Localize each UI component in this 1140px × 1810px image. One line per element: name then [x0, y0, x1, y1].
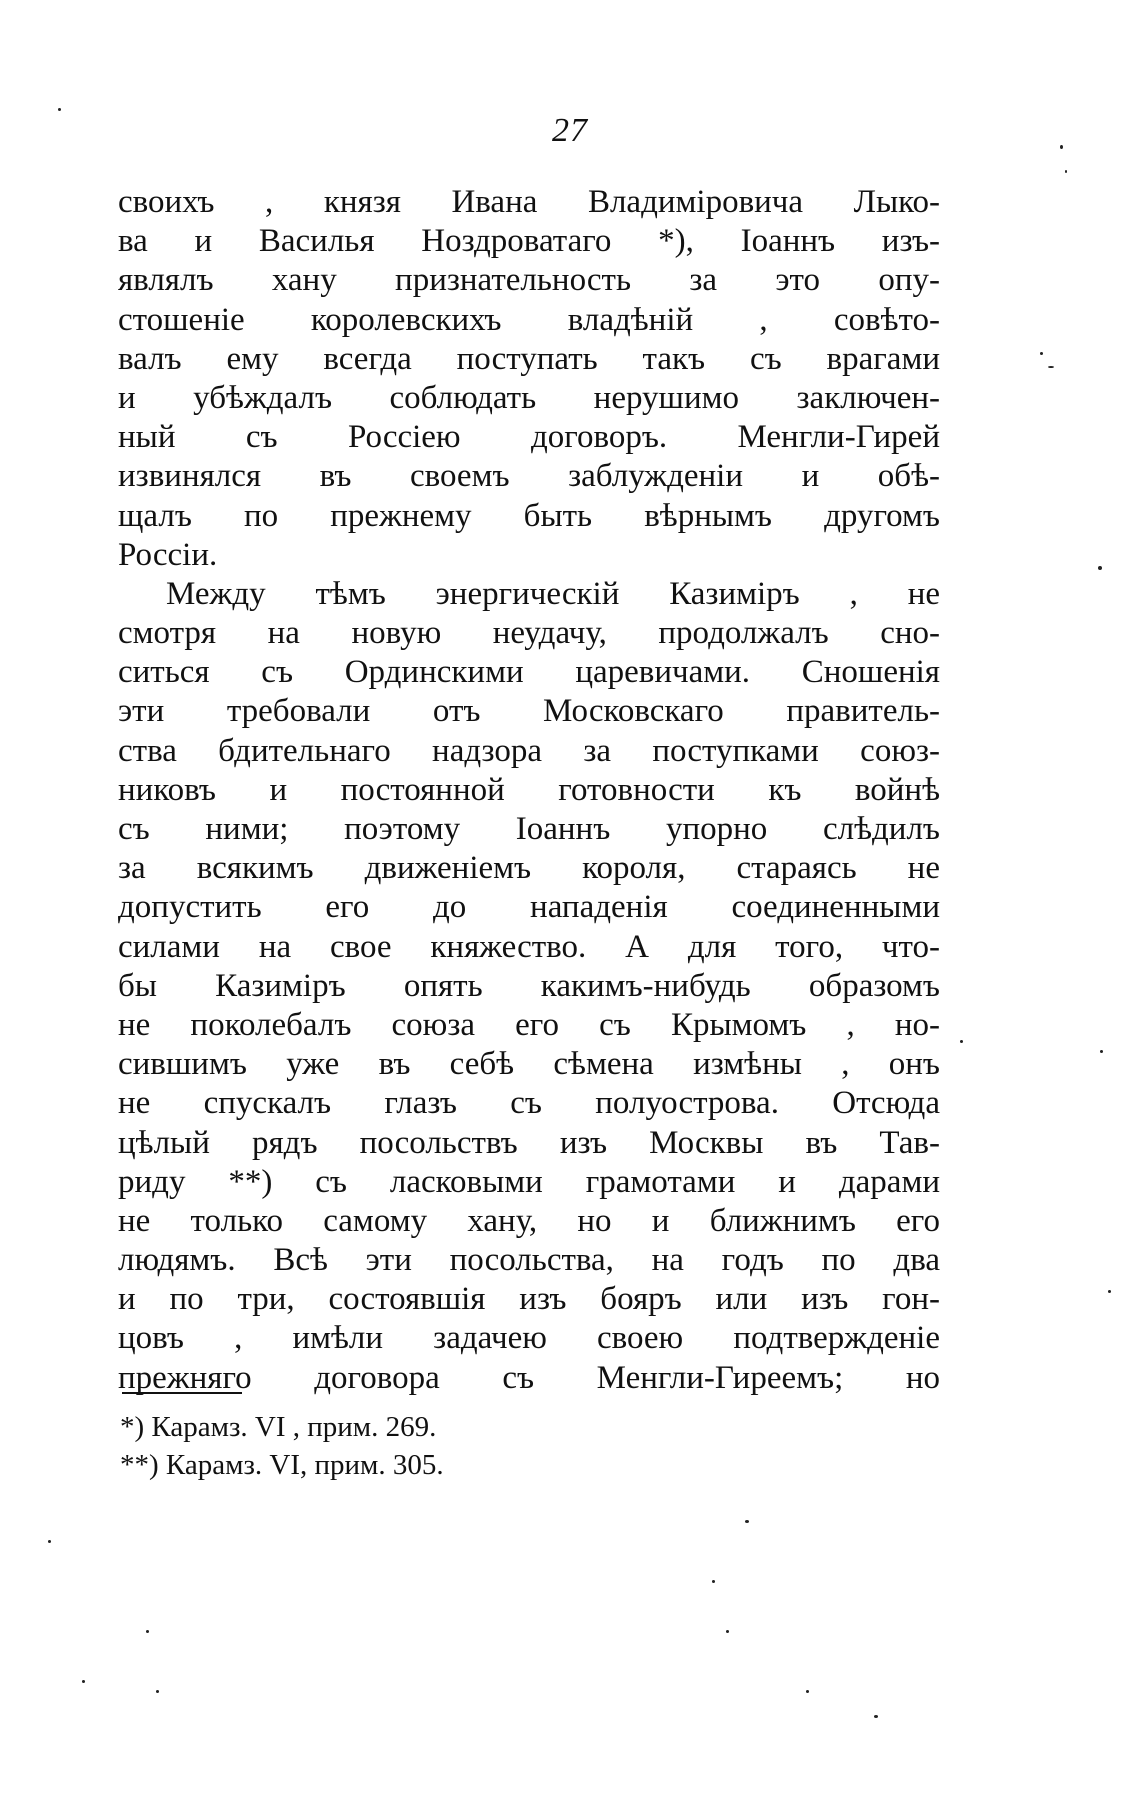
text-line: и по три, состоявшiя изъ бояръ или изъ гон- [118, 1281, 940, 1318]
footnotes [120, 1408, 444, 1484]
paragraph-start-line: Между тѣмъ энергическiй Казимiръ , не [166, 575, 940, 612]
text-line: являлъ хану признательность за это опу- [118, 262, 940, 299]
text-line: стошенiе королевскихъ владѣнiй , совѣто- [118, 301, 940, 338]
text-line: смотря на новую неудачу, продолжалъ сно- [118, 615, 940, 652]
text-line: не спускалъ глазъ съ полуострова. Отсюда [118, 1085, 940, 1122]
text-line: за всякимъ движенiемъ короля, стараясь не [118, 850, 940, 887]
scan-speck [745, 1520, 749, 1523]
scan-speck [82, 1680, 85, 1683]
scan-speck [1060, 145, 1063, 149]
scan-speck [960, 1040, 963, 1043]
scan-speck [1048, 366, 1054, 368]
scan-speck [1065, 170, 1067, 173]
text-line: ства бдительнаго надзора за поступками союз- [118, 732, 940, 769]
text-line: прежняго договора съ Менгли-Гиреемъ; но [118, 1359, 940, 1396]
scan-speck [48, 1540, 51, 1543]
scan-speck [712, 1580, 715, 1583]
text-line: эти требовали отъ Московскаго правитель- [118, 693, 940, 730]
text-line: извинялся въ своемъ заблужденiи и обѣ- [118, 458, 940, 495]
text-line: допустить его до нападенiя соединенными [118, 889, 940, 926]
body-text [118, 183, 940, 1398]
text-line: риду **) съ ласковыми грамотами и дарами [118, 1163, 940, 1200]
text-line: ва и Василья Ноздроватаго *), Iоаннъ изъ- [118, 223, 940, 260]
scan-speck [1098, 566, 1102, 570]
text-line: своихъ , князя Ивана Владимiровича Лыко- [118, 184, 940, 220]
page-number: 27 [552, 112, 588, 149]
footnote-1: *) Карамз. VI , прим. 269. [120, 1411, 437, 1443]
text-line: никовъ и постоянной готовности къ войнѣ [118, 771, 940, 808]
text-line: силами на свое княжество. А для того, что- [118, 928, 940, 965]
scan-speck [726, 1630, 729, 1633]
scan-speck [1108, 1290, 1111, 1293]
text-line: людямъ. Всѣ эти посольства, на годъ по два [118, 1242, 940, 1279]
text-line: съ ними; поэтому Iоаннъ упорно слѣдилъ [118, 811, 940, 847]
scan-speck [58, 108, 61, 111]
text-line: и убѣждалъ соблюдать нерушимо заключен- [118, 379, 940, 416]
text-line: не поколебалъ союза его съ Крымомъ , но- [118, 1006, 940, 1043]
text-line: валъ ему всегда поступать такъ съ врагами [118, 340, 940, 377]
text-line: бы Казимiръ опять какимъ-нибудь образомъ [118, 967, 940, 1004]
text-line: не только самому хану, но и ближнимъ его [118, 1202, 940, 1239]
scan-speck [874, 1715, 878, 1718]
text-line: цовъ , имѣли задачею своею подтвержденiе [118, 1320, 940, 1357]
scan-speck [1040, 352, 1043, 355]
footnote-2: **) Карамз. VI, прим. 305. [120, 1449, 444, 1481]
scan-speck [1100, 1050, 1103, 1053]
paragraph-end-line: Россiи. [118, 536, 218, 573]
scan-speck [156, 1690, 159, 1693]
text-line: щалъ по прежнему быть вѣрнымъ другомъ [118, 497, 940, 534]
text-line: ный съ Россiею договоръ. Менгли-Гирей [118, 419, 940, 456]
text-line: ситься съ Ординскими царевичами. Сношенiя [118, 654, 940, 691]
scan-speck [806, 1690, 809, 1693]
footnote-divider [122, 1392, 242, 1394]
text-line: цѣлый рядъ посольствъ изъ Москвы въ Тав- [118, 1124, 940, 1161]
text-line: сившимъ уже въ себѣ сѣмена измѣны , онъ [118, 1046, 940, 1083]
scan-speck [146, 1630, 149, 1633]
